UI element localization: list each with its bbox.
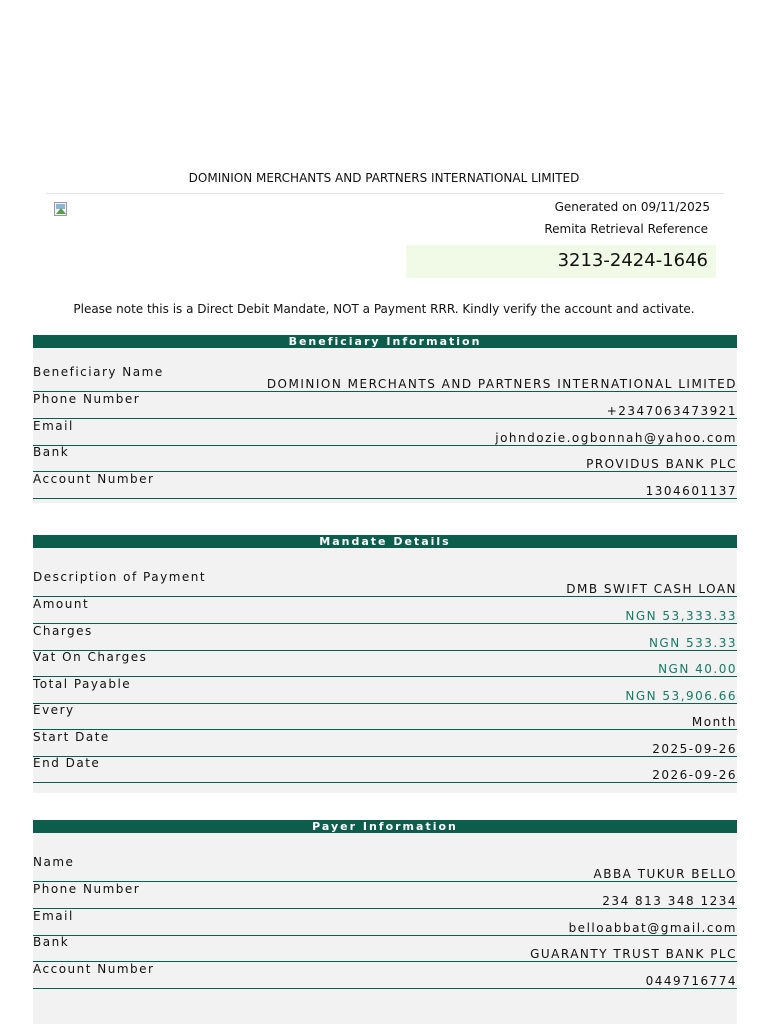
beneficiary-account-row (33, 472, 737, 499)
row-value: 2025-09-26 (652, 742, 737, 756)
payer-section-header: Payer Information (33, 820, 737, 833)
mandate-section-header: Mandate Details (33, 535, 737, 548)
row-value: GUARANTY TRUST BANK PLC (530, 947, 737, 961)
row-value: 2026-09-26 (652, 768, 737, 782)
row-label: Charges (33, 624, 93, 638)
beneficiary-section-header: Beneficiary Information (33, 335, 737, 348)
row-label: Amount (33, 597, 90, 611)
broken-image-icon (54, 202, 67, 216)
mandate-start-date-row (33, 730, 737, 757)
row-label: Email (33, 909, 74, 923)
row-value: NGN 533.33 (648, 636, 737, 650)
row-value: 0449716774 (645, 974, 737, 988)
rrr-value: 3213-2424-1646 (557, 250, 708, 271)
row-label: Description of Payment (33, 570, 207, 584)
row-value: belloabbat@gmail.com (568, 921, 737, 935)
row-label: End Date (33, 756, 101, 770)
payer-name-row (33, 855, 737, 882)
mandate-section (33, 535, 737, 793)
header-divider (46, 193, 724, 194)
row-value: NGN 40.00 (658, 662, 737, 676)
row-value: DMB SWIFT CASH LOAN (566, 582, 737, 596)
row-value: PROVIDUS BANK PLC (586, 457, 737, 471)
row-label: Account Number (33, 962, 155, 976)
row-value: johndozie.ogbonnah@yahoo.com (495, 431, 737, 445)
row-label: Beneficiary Name (33, 365, 164, 379)
direct-debit-notice: Please note this is a Direct Debit Mandate, NOT a Payment RRR. Kindly verify the account and activate. (73, 302, 695, 316)
mandate-charges-row (33, 624, 737, 651)
beneficiary-name-row (33, 365, 737, 392)
row-value: ABBA TUKUR BELLO (593, 867, 737, 881)
mandate-amount-row (33, 597, 737, 624)
row-label: Bank (33, 445, 70, 459)
row-label: Bank (33, 935, 70, 949)
row-label: Vat On Charges (33, 650, 148, 664)
row-value: 1304601137 (645, 484, 737, 498)
mandate-total-row (33, 677, 737, 704)
row-value: Month (691, 715, 737, 729)
organization-name: DOMINION MERCHANTS AND PARTNERS INTERNATIONAL LIMITED (188, 171, 580, 185)
row-value: 234 813 348 1234 (602, 894, 737, 908)
row-label: Account Number (33, 472, 155, 486)
beneficiary-bank-row (33, 445, 737, 472)
beneficiary-phone-row (33, 392, 737, 419)
row-label: Total Payable (33, 677, 132, 691)
row-value: DOMINION MERCHANTS AND PARTNERS INTERNATIONAL LIMITED (266, 377, 737, 391)
row-label: Every (33, 703, 75, 717)
row-value: +2347063473921 (606, 404, 737, 418)
mandate-description-row (33, 570, 737, 597)
row-label: Phone Number (33, 882, 141, 896)
payer-email-row (33, 909, 737, 936)
mandate-end-date-row (33, 756, 737, 783)
row-value: NGN 53,333.33 (625, 609, 737, 623)
row-value: NGN 53,906.66 (625, 689, 737, 703)
payer-bank-row (33, 935, 737, 962)
beneficiary-email-row (33, 419, 737, 446)
row-label: Name (33, 855, 75, 869)
row-label: Start Date (33, 730, 110, 744)
payer-account-row (33, 962, 737, 989)
payer-phone-row (33, 882, 737, 909)
beneficiary-section (33, 335, 737, 503)
row-label: Email (33, 419, 74, 433)
rrr-label: Remita Retrieval Reference (544, 222, 708, 236)
mandate-vat-row (33, 650, 737, 677)
payer-section (33, 820, 737, 1024)
mandate-frequency-row (33, 703, 737, 730)
row-label: Phone Number (33, 392, 141, 406)
generated-date: Generated on 09/11/2025 (554, 200, 710, 214)
